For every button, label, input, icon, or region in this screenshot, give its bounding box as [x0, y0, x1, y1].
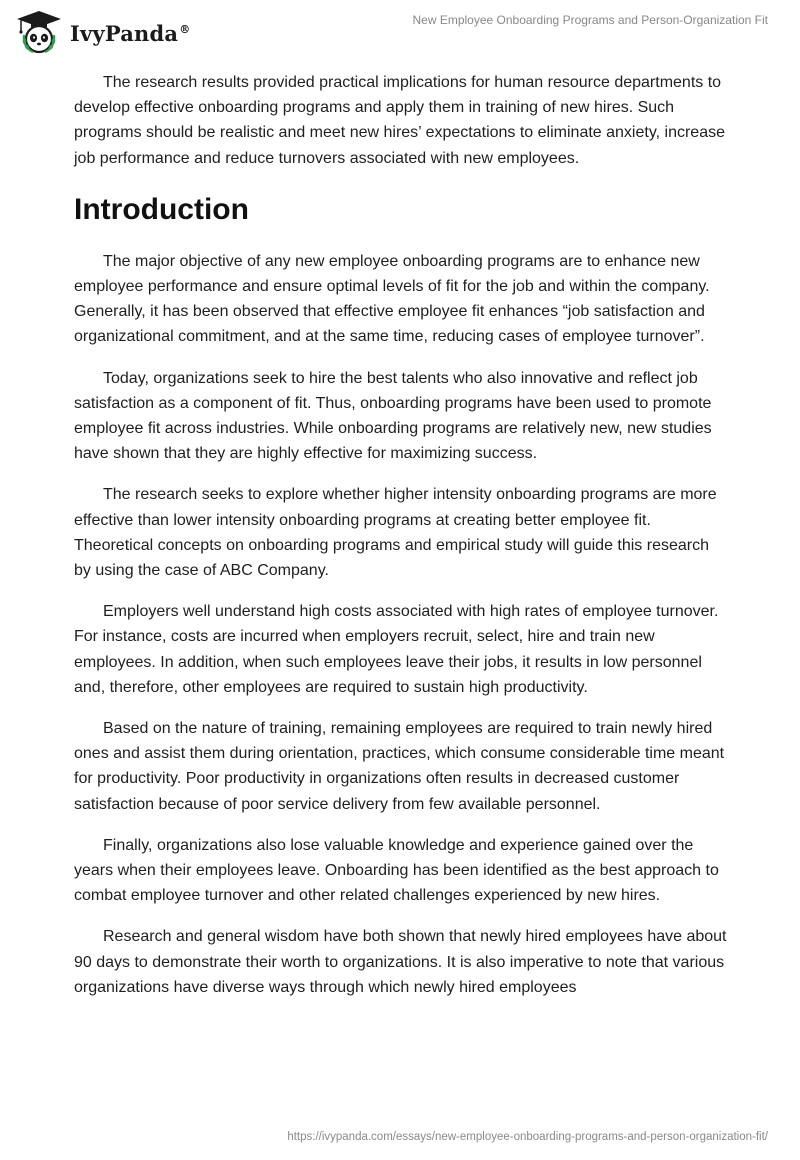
paragraph: Based on the nature of training, remaining employees are required to train newly hired ones and assist them during orientation, practices, which consume considerable time meant for productivity. Poor productivity in organizations often results in decreased customer satisfaction because of poor service delivery from few available personnel.: [74, 720, 725, 813]
document-title: New Employee Onboarding Programs and Person-Organization Fit: [412, 13, 768, 27]
brand-logo[interactable]: [14, 9, 190, 55]
paragraph: The research seeks to explore whether higher intensity onboarding programs are more effective than lower intensity onboarding programs at creating better employee fit. Theoretical concepts on onboarding programs and empirical study will guide this research by using the case of ABC Company.: [74, 486, 717, 580]
brand-name: IvyPanda®: [70, 20, 191, 46]
registered-mark: ®: [179, 22, 191, 36]
section-heading: Introduction: [74, 192, 249, 226]
intro-paragraph: The research results provided practical implications for human resource departments to develop effective onboarding programs and apply them in training of new hires. Such programs should be realistic and meet new hires’ expectations to eliminate anxiety, increase job performance and reduce turnovers associated with new employees.: [74, 74, 725, 167]
source-url-link[interactable]: https://ivypanda.com/essays/new-employee-onboarding-programs-and-person-organization-fit/: [287, 1131, 768, 1143]
paragraph: Today, organizations seek to hire the best talents who also innovative and reflect job satisfaction as a component of fit. Thus, onboarding programs have been used to promote employee fit across industries. While onboarding programs are relatively new, new studies have shown that they are highly effective for maximizing success.: [74, 369, 712, 463]
essay-body: [74, 70, 730, 1016]
paragraph: Finally, organizations also lose valuable knowledge and experience gained over the years when their employees leave. Onboarding has been identified as the best approach to combat employee turnover and other related challenges experienced by new hires.: [74, 836, 719, 905]
page-header: [0, 0, 800, 64]
paragraph: Research and general wisdom have both shown that newly hired employees have about 90 days to demonstrate their worth to organizations. It is also imperative to note that various organizations have diverse ways through which newly hired employees: [74, 928, 727, 996]
paragraph: Employers well understand high costs associated with high rates of employee turnover. For instance, costs are incurred when employers recruit, select, hire and train new employees. In addition, when such employees leave their jobs, it results in low personnel and, therefore, other employees are required to sustain high productivity.: [74, 603, 719, 696]
paragraph: The major objective of any new employee onboarding programs are to enhance new employee performance and ensure optimal levels of fit for the job and within the company. Generally, it has been observed that effective employee fit enhances “job satisfaction and organizational commitment, and at the same time, reducing cases of employee turnover”.: [74, 252, 710, 346]
panda-graduate-icon: [14, 9, 64, 55]
